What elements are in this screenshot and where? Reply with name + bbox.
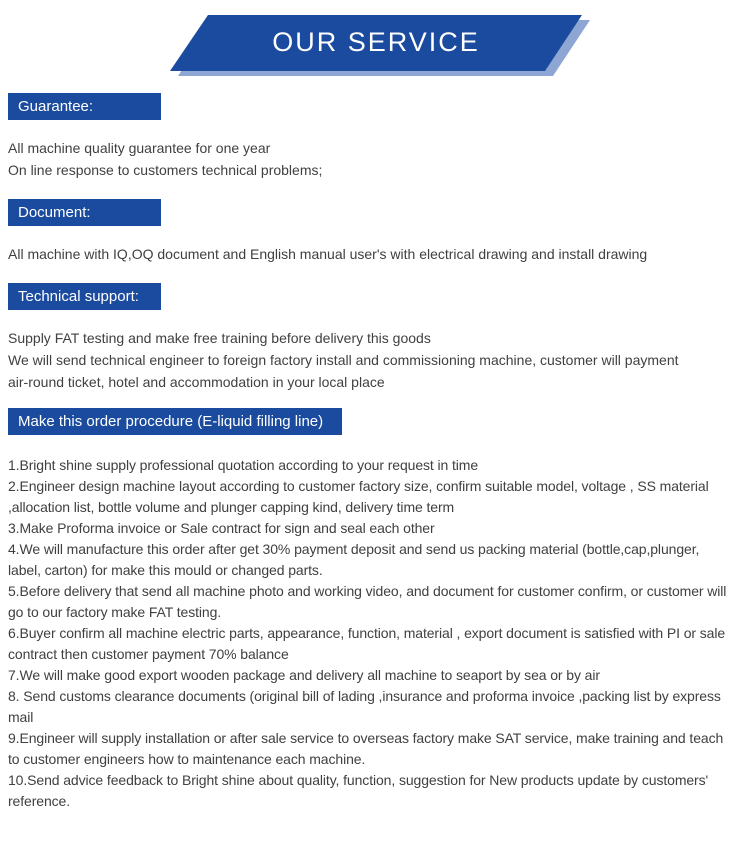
text-line: contract then customer payment 70% balance: [8, 646, 289, 662]
text-line: 1.Bright shine supply professional quotation according to your request in time: [8, 457, 479, 473]
section-label-text: Make this order procedure (E-liquid filling line): [18, 413, 324, 430]
text-line: reference.: [8, 793, 71, 809]
our-service-banner: [170, 14, 592, 78]
text-line: 6.Buyer confirm all machine electric parts, appearance, function, material , export document is satisfied with PI or sale: [8, 625, 726, 641]
section-body: [8, 243, 744, 265]
text-line: We will send technical engineer to foreign factory install and commissioning machine, customer will payment: [8, 352, 679, 368]
text-line: 8. Send customs clearance documents (original bill of lading ,insurance and proforma invoice ,packing list by express: [8, 688, 721, 704]
text-line: to customer engineers how to maintenance each machine.: [8, 751, 366, 767]
text-line: All machine quality guarantee for one year: [8, 140, 271, 156]
text-line: 7.We will make good export wooden package and delivery all machine to seaport by sea or by air: [8, 667, 600, 683]
text-line: mail: [8, 709, 34, 725]
text-line: 10.Send advice feedback to Bright shine about quality, function, suggestion for New products update by customers': [8, 772, 709, 788]
service-section: [8, 283, 744, 393]
section-body: [8, 137, 744, 181]
service-section: [8, 408, 744, 812]
text-line: go to our factory make FAT testing.: [8, 604, 222, 620]
section-label-bar: [8, 93, 161, 120]
text-line: label, carton) for make this mould or changed parts.: [8, 562, 323, 578]
section-body: [8, 327, 744, 393]
section-label-text: Guarantee:: [18, 98, 94, 115]
section-body: [8, 455, 744, 812]
text-line: 5.Before delivery that send all machine photo and working video, and document for customer confirm, or customer will: [8, 583, 727, 599]
text-line: On line response to customers technical problems;: [8, 162, 323, 178]
text-line: 9.Engineer will supply installation or after sale service to overseas factory make SAT service, make training and teach: [8, 730, 724, 746]
service-section: [8, 93, 744, 181]
section-label-bar: [8, 408, 342, 435]
service-section: [8, 199, 744, 265]
banner-title: OUR SERVICE: [272, 27, 480, 57]
section-label-bar: [8, 283, 161, 310]
section-label-text: Technical support:: [18, 288, 139, 305]
text-line: air-round ticket, hotel and accommodation in your local place: [8, 374, 385, 390]
text-line: 3.Make Proforma invoice or Sale contract for sign and seal each other: [8, 520, 435, 536]
text-line: ,allocation list, bottle volume and plunger capping kind, delivery time term: [8, 499, 455, 515]
section-label-text: Document:: [18, 204, 91, 221]
section-label-bar: [8, 199, 161, 226]
text-line: 2.Engineer design machine layout according to customer factory size, confirm suitable model, voltage , SS material: [8, 478, 709, 494]
text-line: Supply FAT testing and make free training before delivery this goods: [8, 330, 431, 346]
text-line: All machine with IQ,OQ document and English manual user's with electrical drawing and install drawing: [8, 246, 648, 262]
text-line: 4.We will manufacture this order after get 30% payment deposit and send us packing material (bottle,cap,plunger,: [8, 541, 700, 557]
